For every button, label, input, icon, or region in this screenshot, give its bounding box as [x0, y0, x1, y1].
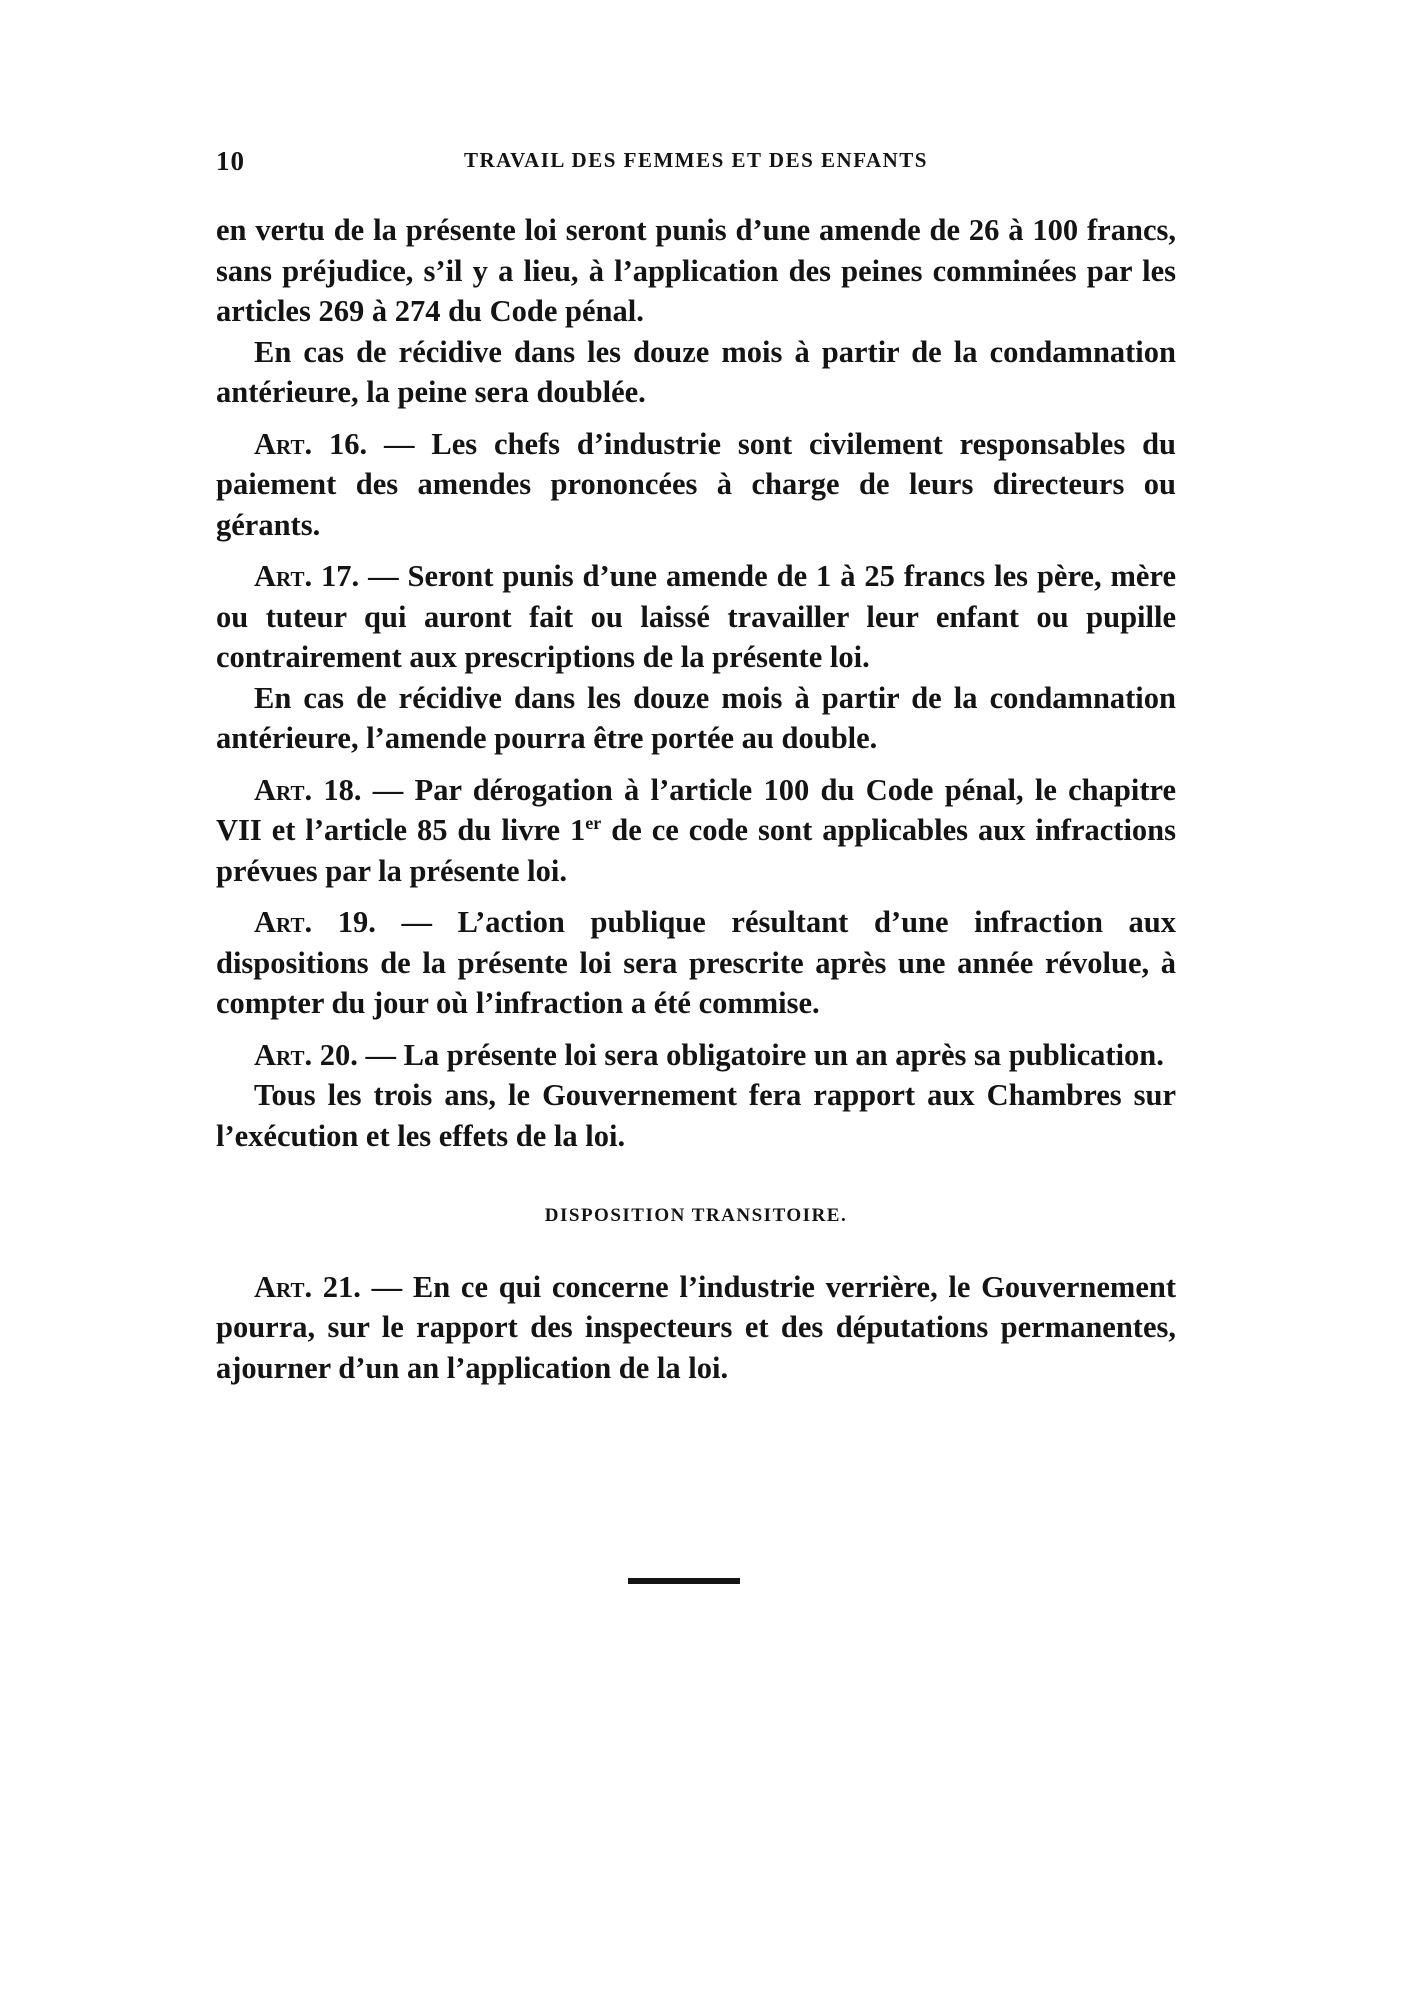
running-title: TRAVAIL DES FEMMES ET DES ENFANTS	[464, 148, 928, 172]
article-20-label: Art. 20.	[254, 1037, 358, 1072]
end-rule	[628, 1578, 740, 1584]
article-17	[216, 556, 1176, 678]
paragraph-recidive-1: En cas de récidive dans les douze mois à partir de la condamnation antérieure, la peine sera doublée.	[216, 334, 1176, 409]
article-19-label: Art. 19.	[254, 905, 376, 939]
paragraph-rapport: Tous les trois ans, le Gouvernement fera rapport aux Chambres sur l’exécution et les effets de la loi.	[216, 1078, 1176, 1153]
article-19-text: — L’action publique résultant d’une infraction aux dispositions de la présente loi sera prescrite après une année révolue, à compter du jour où l’infraction a été commise.	[216, 905, 1176, 1020]
article-21	[216, 1267, 1176, 1389]
article-17-label: Art. 17.	[254, 559, 360, 593]
article-21-text: — En ce qui concerne l’industrie verrière, le Gouvernement pourra, sur le rapport des inspecteurs et des députations permanentes, ajourner d’un an l’application de la loi.	[216, 1269, 1176, 1385]
paragraph-continuation: en vertu de la présente loi seront punis d’une amende de 26 à 100 francs, sans préjudice, s’il y a lieu, à l’application des peines comminées par les articles 269 à 274 du Code pénal.	[216, 213, 1176, 328]
article-20-text: — La présente loi sera obligatoire un an après sa publication.	[357, 1037, 1164, 1072]
running-head	[216, 146, 1176, 182]
article-18-text-b: de ce code sont applicables aux infractions prévues par la présente loi.	[216, 813, 1177, 888]
article-16-text: — Les chefs d’industrie sont civilement responsables du paiement des amendes prononcées à charge de leurs directeurs ou gérants.	[216, 426, 1176, 542]
article-16	[216, 424, 1176, 546]
article-16-label: Art. 16.	[254, 426, 368, 461]
article-20	[216, 1035, 1176, 1076]
section-heading: DISPOSITION TRANSITOIRE.	[544, 1205, 848, 1226]
article-18-superscript: er	[585, 812, 602, 833]
body-text	[216, 210, 1176, 1388]
page-number: 10	[216, 146, 245, 176]
article-18	[216, 770, 1176, 892]
paragraph-recidive-2: En cas de récidive dans les douze mois à partir de la condamnation antérieure, l’amende pourra être portée au double.	[216, 680, 1176, 755]
article-19	[216, 902, 1176, 1024]
article-18-label: Art. 18.	[254, 772, 362, 807]
article-17-text: — Seront punis d’une amende de 1 à 25 francs les père, mère ou tuteur qui auront fait ou laissé travailler leur enfant ou pupille contrairement aux prescriptions de la présente loi.	[216, 559, 1176, 674]
article-18-text-a: — Par dérogation à l’article 100 du Code pénal, le chapitre VII et l’article 85 du livre 1	[216, 772, 1176, 847]
article-21-label: Art. 21.	[254, 1269, 361, 1304]
